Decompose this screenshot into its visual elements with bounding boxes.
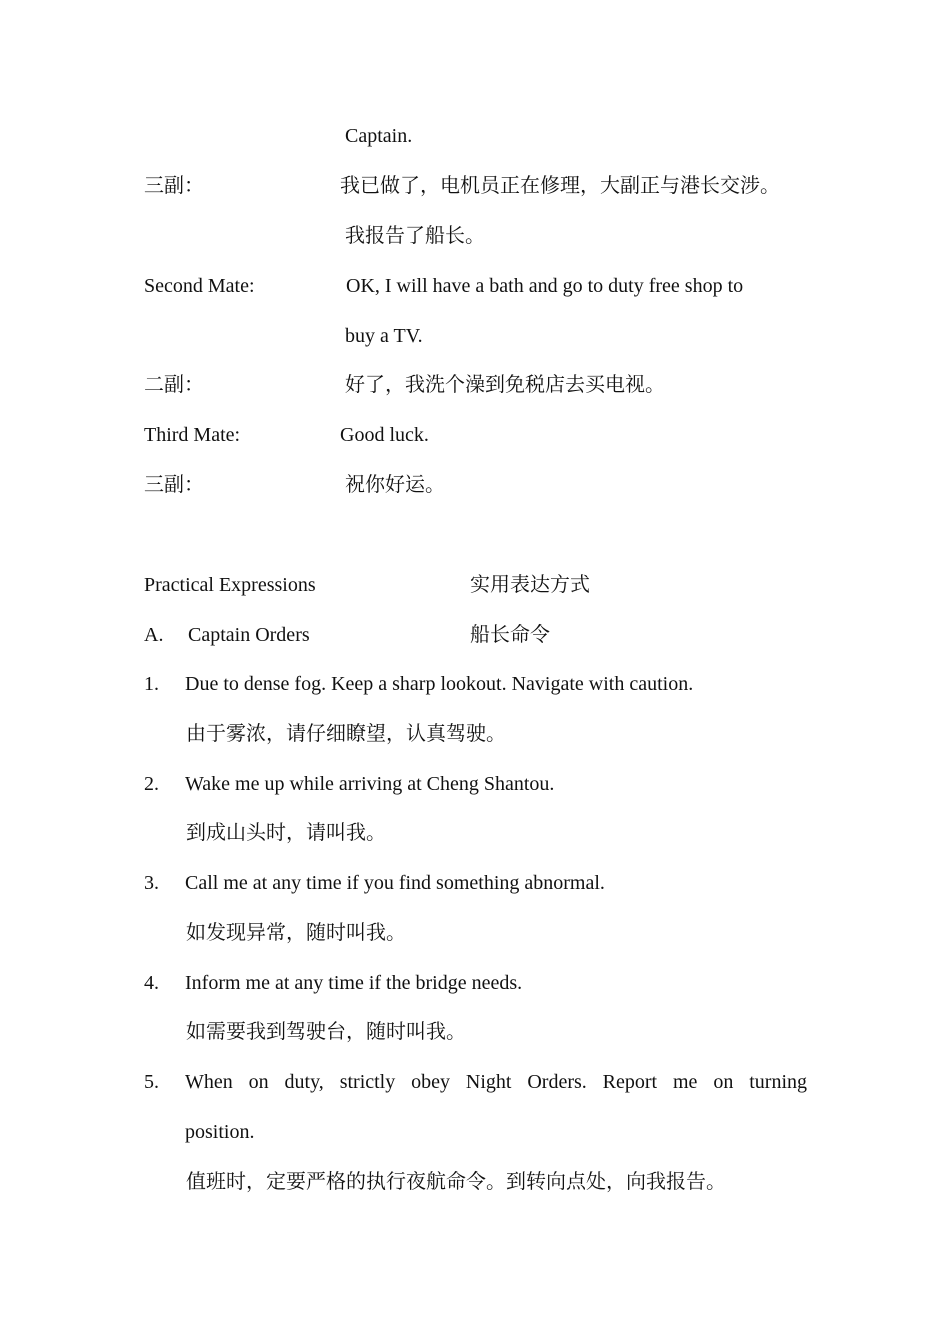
list-item-english-continued: position. bbox=[185, 1121, 255, 1143]
list-item-chinese: 如需要我到驾驶台，随时叫我。 bbox=[186, 1021, 466, 1043]
list-item-english: Call me at any time if you find something abnormal. bbox=[185, 872, 605, 894]
dialogue-speaker: 二副： bbox=[144, 374, 204, 396]
dialogue-text: OK, I will have a bath and go to duty free shop to bbox=[346, 275, 744, 297]
dialogue-speaker: Second Mate: bbox=[144, 275, 255, 297]
subsection-title-zh: 船长命令 bbox=[470, 624, 550, 646]
dialogue-text: buy a TV. bbox=[345, 325, 423, 347]
list-item-chinese: 值班时，定要严格的执行夜航命令。到转向点处，向我报告。 bbox=[186, 1171, 726, 1193]
dialogue-speaker: 三副： bbox=[144, 175, 204, 197]
dialogue-speaker: Third Mate: bbox=[144, 424, 241, 446]
list-item-chinese: 如发现异常，随时叫我。 bbox=[186, 922, 406, 944]
list-item-english: Due to dense fog. Keep a sharp lookout. Navigate with caution. bbox=[185, 673, 694, 695]
subsection-title-en: Captain Orders bbox=[188, 624, 310, 646]
list-item-english: Inform me at any time if the bridge needs. bbox=[185, 972, 523, 994]
dialogue-text: Good luck. bbox=[340, 424, 429, 446]
list-item-english: Wake me up while arriving at Cheng Shantou. bbox=[185, 773, 555, 795]
list-item-number: 4. bbox=[144, 972, 159, 994]
dialogue-text: 我报告了船长。 bbox=[345, 225, 485, 247]
section-title-en: Practical Expressions bbox=[144, 574, 316, 596]
dialogue-text: Captain. bbox=[345, 125, 413, 147]
dialogue-text: 祝你好运。 bbox=[345, 474, 445, 496]
dialogue-text: 好了，我洗个澡到免税店去买电视。 bbox=[345, 374, 665, 396]
dialogue-text: 我已做了，电机员正在修理，大副正与港长交涉。 bbox=[340, 175, 780, 197]
list-item-chinese: 由于雾浓，请仔细瞭望，认真驾驶。 bbox=[186, 723, 506, 745]
list-item-english: When on duty, strictly obey Night Orders. Report me on turning bbox=[185, 1071, 807, 1093]
list-item-number: 1. bbox=[144, 673, 159, 695]
list-item-number: 3. bbox=[144, 872, 159, 894]
section-title-zh: 实用表达方式 bbox=[470, 574, 590, 596]
list-item-chinese: 到成山头时，请叫我。 bbox=[186, 822, 386, 844]
subsection-marker: A. bbox=[144, 624, 164, 646]
list-item-number: 2. bbox=[144, 773, 159, 795]
list-item-number: 5. bbox=[144, 1071, 159, 1093]
dialogue-speaker: 三副： bbox=[144, 474, 204, 496]
